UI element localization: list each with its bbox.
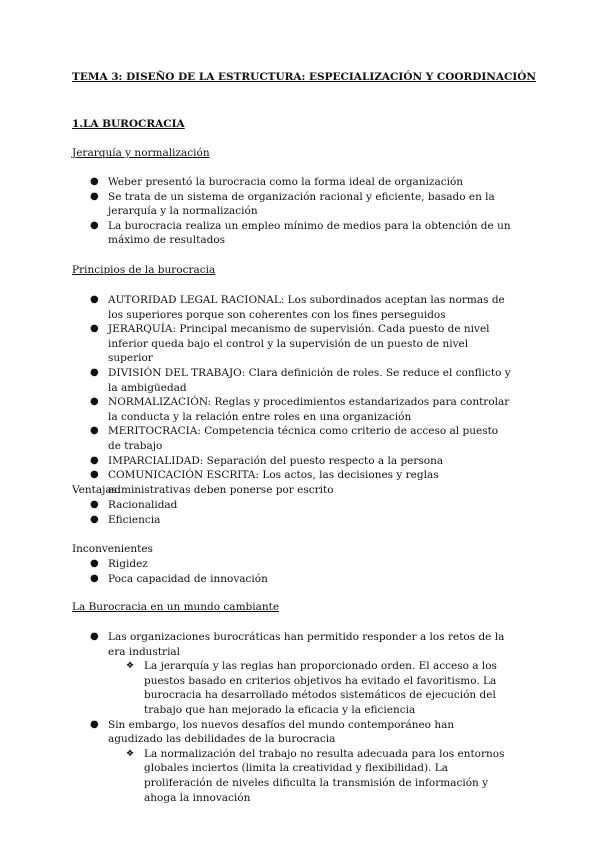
diamond-bullet-icon: ❖	[126, 748, 135, 759]
bullet-icon: ●	[90, 454, 99, 466]
bullet-icon: ●	[90, 631, 99, 642]
sub-list	[108, 659, 512, 717]
bullet-icon: ●	[90, 718, 99, 730]
bullet-icon: ●	[90, 469, 99, 481]
list-item: ● IMPARCIALIDAD: Separación del puesto respecto a la persona	[90, 454, 444, 467]
mundo-cambiante-heading: La Burocracia en un mundo cambiante	[72, 601, 280, 613]
ventajas-heading: Ventajas:	[72, 484, 121, 496]
list-item: ● Weber presentó la burocracia como la forma ideal de organización	[90, 176, 464, 188]
inconvenientes-list	[72, 557, 512, 586]
jerarquia-list	[72, 175, 512, 248]
list-item: ● Racionalidad	[90, 499, 178, 511]
list-item: ● MERITOCRACIA: Competencia técnica como criterio de acceso al puesto de trabajo	[90, 425, 499, 452]
sub-list-item: ❖ La normalización del trabajo no resulta adecuada para los entornos globales inciertos (limita la creatividad y flexibilidad). La proliferación de niveles dificulta la transmisión de información y ahoga la innovación	[126, 747, 505, 804]
section-heading: 1.LA BUROCRACIA	[72, 118, 185, 130]
mundo-cambiante-list	[72, 630, 512, 805]
list-item: ● JERARQUÍA: Principal mecanismo de supervisión. Cada puesto de nivel inferior queda bajo el control y la supervisión de un puesto de nivel superior	[90, 323, 490, 365]
list-item: ● Eficiencia	[90, 513, 161, 526]
list-item: ● Poca capacidad de innovación	[90, 572, 268, 585]
bullet-icon: ●	[90, 323, 99, 335]
bullet-icon: ●	[90, 499, 99, 510]
jerarquia-heading: Jerarquía y normalización	[72, 147, 210, 159]
list-item: ● NORMALIZACIÓN: Reglas y procedimientos estandarizados para controlar la conducta y la relación entre roles en una organización	[90, 396, 510, 423]
list-item: ● DIVISIÓN DEL TRABAJO: Clara definición de roles. Se reduce el conflicto y la ambigüedad	[90, 366, 511, 394]
list-item: ● Sin embargo, los nuevos desafíos del mundo contemporáneo han agudizado las debilidades de la burocracia ❖ La normalización del trabajo no resulta adecuada para los entornos globales inciertos (limita la creatividad y flexibilidad). La proliferación de niveles dificulta la transmisión de información y ahoga la innovación	[72, 718, 512, 806]
bullet-icon: ●	[90, 513, 99, 525]
ventajas-list	[72, 498, 512, 527]
bullet-icon: ●	[90, 294, 99, 305]
bullet-icon: ●	[90, 176, 99, 187]
list-item: ● Rigidez	[90, 558, 148, 570]
bullet-icon: ●	[90, 425, 99, 437]
principios-list	[72, 293, 512, 497]
diamond-bullet-icon: ❖	[126, 661, 135, 672]
list-item: ● COMUNICACIÓN ESCRITA: Los actos, las decisiones y reglas administrativas deben ponerse por escrito	[90, 469, 439, 496]
list-item: ● AUTORIDAD LEGAL RACIONAL: Los subordinados aceptan las normas de los superiores porque son coherentes con los fines perseguidos	[90, 294, 505, 321]
inconvenientes-heading: Inconvenientes	[72, 543, 153, 555]
list-item: ● Se trata de un sistema de organización racional y eficiente, basado en la jerarquía y la normalización	[90, 190, 495, 218]
bullet-icon: ●	[90, 219, 99, 231]
bullet-icon: ●	[90, 396, 99, 408]
bullet-icon: ●	[90, 190, 99, 202]
list-item: ● La burocracia realiza un empleo mínimo de medios para la obtención de un máximo de resultados	[90, 219, 511, 247]
sub-list	[108, 747, 512, 805]
bullet-icon: ●	[90, 558, 99, 569]
bullet-icon: ●	[90, 366, 99, 378]
list-item: ● Las organizaciones burocráticas han permitido responder a los retos de la era industrial ❖ La jerarquía y las reglas han proporcionado orden. El acceso a los puestos basado en criterios objetivos ha evitado el favoritismo. La burocracia ha desarrollado métodos sistemáticos de ejecución del trabajo que han mejorado la eficacia y la eficiencia	[72, 630, 512, 718]
document-title: TEMA 3: DISEÑO DE LA ESTRUCTURA: ESPECIALIZACIÓN Y COORDINACIÓN	[72, 71, 537, 83]
bullet-icon: ●	[90, 572, 99, 584]
sub-list-item: ❖ La jerarquía y las reglas han proporcionado orden. El acceso a los puestos basado en criterios objetivos ha evitado el favoritismo. La burocracia ha desarrollado métodos sistemáticos de ejecución del trabajo que han mejorado la eficacia y la eficiencia	[126, 660, 497, 716]
principios-heading: Principios de la burocracia	[72, 264, 216, 276]
